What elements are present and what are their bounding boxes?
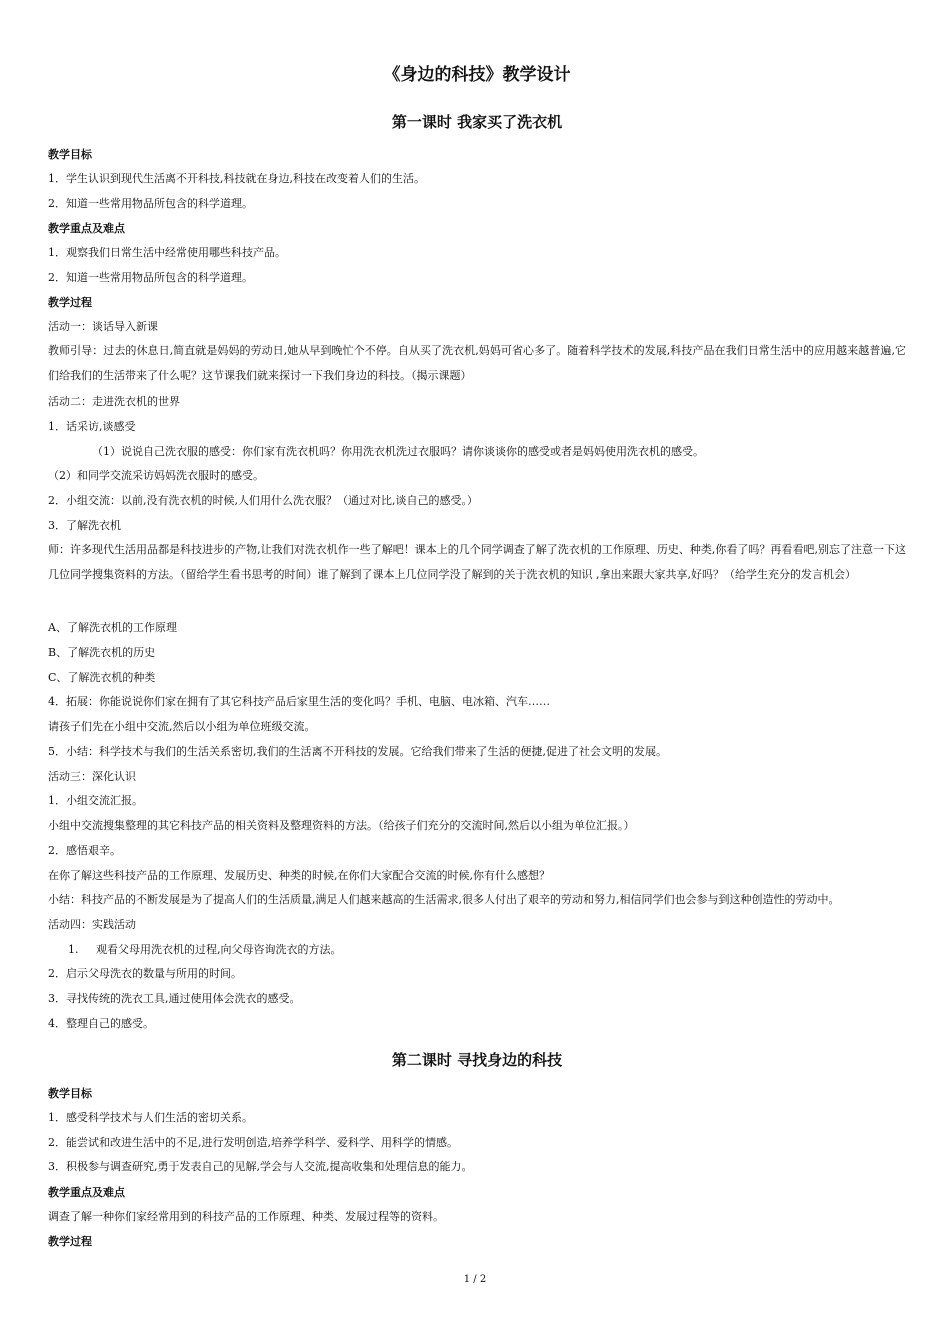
lesson2-goal-title: 教学目标 xyxy=(48,1087,92,1100)
lesson1-key-1: 1．观察我们日常生活中经常使用哪些科技产品。 xyxy=(48,246,286,259)
activity-4-title: 活动四：实践活动 xyxy=(48,918,136,931)
activity-3-step-1b: 小组中交流搜集整理的其它科技产品的相关资料及整理资料的方法。（给孩子们充分的交流时间,然后以小组为单位汇报。） xyxy=(48,819,635,832)
activity-3-summary: 小结：科技产品的不断发展是为了提高人们的生活质量,满足人们越来越高的生活需求,很多人付出了艰辛的劳动和努力,相信同学们也会参与到这种创造性的劳动中。 xyxy=(48,893,840,906)
activity-1-title: 活动一：谈话导入新课 xyxy=(48,320,158,333)
lesson2-key-title: 教学重点及难点 xyxy=(48,1186,125,1199)
activity-2-step-4b: 请孩子们先在小组中交流,然后以小组为单位班级交流。 xyxy=(48,720,316,733)
activity-3-step-2: 2．感悟艰辛。 xyxy=(48,844,121,857)
lesson2-heading: 第二课时 寻找身边的科技 xyxy=(391,1051,563,1069)
lesson1-key-title: 教学重点及难点 xyxy=(48,222,125,235)
lesson2-goal-2: 2．能尝试和改进生活中的不足,进行发明创造,培养学科学、爱科学、用科学的情感。 xyxy=(48,1136,458,1149)
lesson2-process-title: 教学过程 xyxy=(48,1235,92,1248)
activity-2-step-1b: （2）和同学交流采访妈妈洗衣服时的感受。 xyxy=(48,469,264,482)
option-a: A、了解洗衣机的工作原理 xyxy=(48,621,177,634)
activity-3-step-1: 1．小组交流汇报。 xyxy=(48,794,143,807)
page-number: 1 / 2 xyxy=(463,1274,487,1285)
teacher-paragraph: 师：许多现代生活用品都是科技进步的产物,让我们对洗衣机作一些了解吧！课本上的几个同学调查了解了洗衣机的工作原理、历史、种类,你看了吗？再看看吧,别忘了注意一下这几位同学搜集资料的方法。（留给学生看书思考的时间）谁了解到了课本上几位同学没了解到的关于洗衣机的知识 ,拿出来跟大家共享,好吗？（给学生充分的发言机会） xyxy=(48,543,906,581)
lesson1-goal-title: 教学目标 xyxy=(48,148,92,161)
lesson2-key: 调查了解一种你们家经常用到的科技产品的工作原理、种类、发展过程等的资料。 xyxy=(48,1210,444,1223)
lesson2-goal-3: 3．积极参与调查研究,勇于发表自己的见解,学会与人交流,提高收集和处理信息的能力。 xyxy=(48,1160,473,1173)
activity-2-title: 活动二：走进洗衣机的世界 xyxy=(48,395,180,408)
document-title: 《身边的科技》教学设计 xyxy=(383,65,571,85)
lesson2-goal-1: 1．感受科学技术与人们生活的密切关系。 xyxy=(48,1111,253,1124)
lesson1-key-2: 2．知道一些常用物品所包含的科学道理。 xyxy=(48,271,253,284)
option-c: C、了解洗衣机的种类 xyxy=(48,671,156,684)
activity-2-step-1a: （1）说说自己洗衣服的感受：你们家有洗衣机吗？你用洗衣机洗过衣服吗？请你谈谈你的感受或者是妈妈使用洗衣机的感受。 xyxy=(92,445,704,458)
activity-4-step-4: 4．整理自己的感受。 xyxy=(48,1017,154,1030)
activity-2-step-5: 5．小结：科学技术与我们的生活关系密切,我们的生活离不开科技的发展。它给我们带来了生活的便捷,促进了社会文明的发展。 xyxy=(48,745,667,758)
activity-3-step-2b: 在你了解这些科技产品的工作原理、发展历史、种类的时候,在你们大家配合交流的时候,你有什么感想？ xyxy=(48,869,550,882)
option-b: B、了解洗衣机的历史 xyxy=(48,646,156,659)
activity-2-step-4: 4．拓展：你能说说你们家在拥有了其它科技产品后家里生活的变化吗？手机、电脑、电冰箱、汽车…… xyxy=(48,695,550,708)
activity-4-step-2: 2．启示父母洗衣的数量与所用的时间。 xyxy=(48,967,242,980)
activity-4-step-3: 3．寻找传统的洗衣工具,通过使用体会洗衣的感受。 xyxy=(48,992,301,1005)
lesson1-goal-2: 2．知道一些常用物品所包含的科学道理。 xyxy=(48,197,253,210)
activity-2-step-1: 1．话采访,谈感受 xyxy=(48,420,136,433)
activity-2-step-3: 3．了解洗衣机 xyxy=(48,519,121,532)
lesson1-process-title: 教学过程 xyxy=(48,296,92,309)
activity-4-step-1: 1. 观看父母用洗衣机的过程,向父母咨询洗衣的方法。 xyxy=(68,943,342,956)
teacher-intro-paragraph: 教师引导：过去的休息日,简直就是妈妈的劳动日,她从早到晚忙个不停。自从买了洗衣机,妈妈可省心多了。随着科学技术的发展,科技产品在我们日常生活中的应用越来越普遍,它们给我们的生活带来了什么呢？这节课我们就来探讨一下我们身边的科技。（揭示课题） xyxy=(48,344,906,382)
lesson1-goal-1: 1．学生认识到现代生活离不开科技,科技就在身边,科技在改变着人们的生活。 xyxy=(48,172,425,185)
activity-3-title: 活动三：深化认识 xyxy=(48,770,136,783)
lesson1-heading: 第一课时 我家买了洗衣机 xyxy=(391,113,563,131)
activity-2-step-2: 2．小组交流：以前,没有洗衣机的时候,人们用什么洗衣服？（通过对比,谈自己的感受。） xyxy=(48,494,478,507)
